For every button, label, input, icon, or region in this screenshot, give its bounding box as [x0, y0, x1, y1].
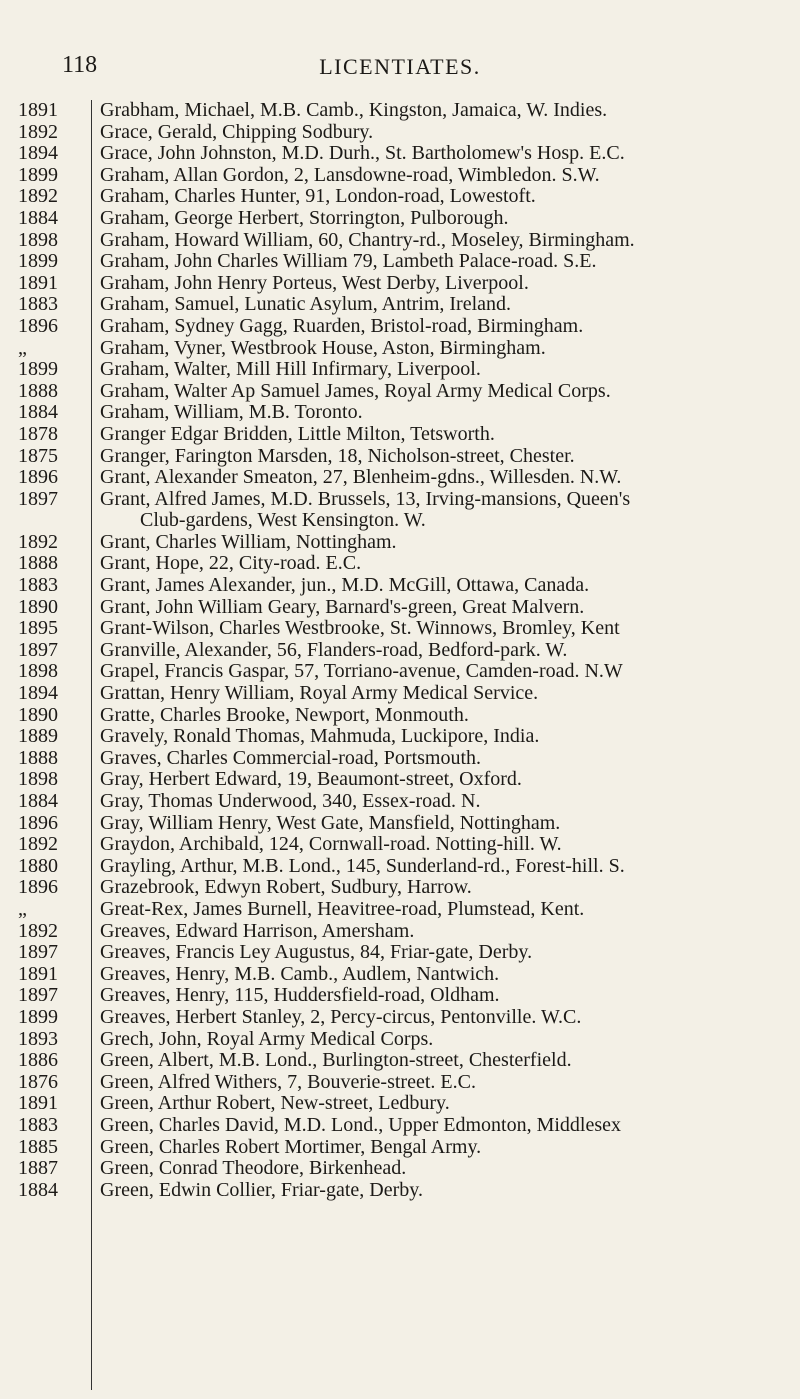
entry-text: Graham, John Henry Porteus, West Derby, Liverpool. [100, 272, 529, 294]
entry-year: 1891 [18, 962, 58, 985]
entry-text: Greaves, Francis Ley Augustus, 84, Friar-gate, Derby. [100, 942, 533, 964]
entry-year: 1894 [18, 142, 58, 165]
entry-year: 1891 [18, 1092, 58, 1115]
entry-year: 1899 [18, 250, 58, 273]
entry-text: Gray, Herbert Edward, 19, Beaumont-street, Oxford. [100, 769, 522, 791]
entry-text: Gratte, Charles Brooke, Newport, Monmouth. [100, 704, 469, 726]
entry-year: 1888 [18, 379, 58, 402]
entry-year: 1897 [18, 487, 58, 510]
entry-year: 1884 [18, 1178, 58, 1201]
entry-year: 1890 [18, 595, 58, 618]
entry-year: 1896 [18, 314, 58, 337]
entry-year: 1892 [18, 919, 58, 942]
entry-text: Grace, Gerald, Chipping Sodbury. [100, 121, 374, 143]
entry-text: Grant, Charles William, Nottingham. [100, 531, 397, 553]
entry-year: 1884 [18, 206, 58, 229]
entry-year: 1897 [18, 638, 58, 661]
entry-year: 1875 [18, 444, 58, 467]
entry-text: Graham, Charles Hunter, 91, London-road, Lowestoft. [100, 186, 536, 208]
entry-year: 1883 [18, 574, 58, 597]
entry-text: Great-Rex, James Burnell, Heavitree-road, Plumstead, Kent. [100, 898, 585, 920]
entry-year: 1884 [18, 401, 58, 424]
entry-text: Greaves, Edward Harrison, Amersham. [100, 920, 415, 942]
entry-year: 1885 [18, 1135, 58, 1158]
entry-year: 1899 [18, 163, 58, 186]
entry-year: „ [18, 336, 27, 359]
entry-text: Grace, John Johnston, M.D. Durh., St. Bartholomew's Hosp. E.C. [100, 143, 625, 165]
entry-year: 1884 [18, 790, 58, 812]
entry-year: 1878 [18, 422, 58, 445]
entry-text: Granger Edgar Bridden, Little Milton, Tetsworth. [100, 423, 495, 445]
entry-text: Graydon, Archibald, 124, Cornwall-road. Notting-hill. W. [100, 834, 562, 856]
entry-year: 1892 [18, 530, 58, 553]
entry-text: Club-gardens, West Kensington. W. [140, 510, 426, 532]
running-head: LICENTIATES. [319, 54, 481, 79]
entry-text: Grant-Wilson, Charles Westbrooke, St. Winnows, Bromley, Kent [100, 618, 620, 640]
entry-year: 1898 [18, 228, 58, 251]
entry-year: 1888 [18, 552, 58, 575]
entry-year: 1889 [18, 725, 58, 748]
entry-year: 1895 [18, 617, 58, 640]
entry-text: Gravely, Ronald Thomas, Mahmuda, Luckipore, India. [100, 726, 540, 748]
entry-text: Grabham, Michael, M.B. Camb., Kingston, Jamaica, W. Indies. [100, 100, 608, 121]
entry-text: Grant, James Alexander, jun., M.D. McGill, Ottawa, Canada. [100, 575, 590, 597]
entry-text: Grapel, Francis Gaspar, 57, Torriano-avenue, Camden-road. N.W [100, 661, 623, 683]
entry-year: 1898 [18, 660, 58, 683]
year-column [18, 100, 88, 1201]
entry-year: 1894 [18, 682, 58, 705]
entry-text: Grazebrook, Edwyn Robert, Sudbury, Harrow. [100, 877, 472, 899]
entry-text: Grech, John, Royal Army Medical Corps. [100, 1028, 434, 1050]
entry-year: 1899 [18, 1005, 58, 1028]
entry-year: 1897 [18, 984, 58, 1007]
entry-text: Green, Charles Robert Mortimer, Bengal Army. [100, 1136, 482, 1158]
entry-year: 1893 [18, 1027, 58, 1050]
entry-year: 1880 [18, 854, 58, 877]
entry-year: 1891 [18, 271, 58, 294]
entry-year: „ [18, 897, 27, 920]
column-rule [91, 100, 92, 1390]
entry-year: 1899 [18, 358, 58, 381]
entry-year: 1892 [18, 833, 58, 856]
entry-year: 1891 [18, 99, 58, 121]
entry-text: Grant, Alexander Smeaton, 27, Blenheim-gdns., Willesden. N.W. [100, 467, 622, 489]
entry-text: Gray, Thomas Underwood, 340, Essex-road. N. [100, 791, 481, 812]
entry-text: Graham, Allan Gordon, 2, Lansdowne-road, Wimbledon. S.W. [100, 164, 600, 186]
entry-text: Greaves, Henry, 115, Huddersfield-road, Oldham. [100, 985, 500, 1007]
entry-text: Grayling, Arthur, M.B. Lond., 145, Sunderland-rd., Forest-hill. S. [100, 855, 625, 877]
entry-text: Grant, Alfred James, M.D. Brussels, 13, Irving-mansions, Queen's [100, 488, 631, 510]
entry-text: Graham, Samuel, Lunatic Asylum, Antrim, Ireland. [100, 294, 512, 316]
entry-text: Granville, Alexander, 56, Flanders-road, Bedford-park. W. [100, 639, 568, 661]
entry-year: 1883 [18, 1113, 58, 1136]
entry-text: Greaves, Herbert Stanley, 2, Percy-circus, Pentonville. W.C. [100, 1006, 582, 1028]
entry-year: 1892 [18, 185, 58, 208]
entry-year: 1896 [18, 876, 58, 899]
entry-text: Green, Albert, M.B. Lond., Burlington-street, Chesterfield. [100, 1050, 572, 1072]
entry-year: 1896 [18, 466, 58, 489]
entry-text: Graham, Howard William, 60, Chantry-rd., Moseley, Birmingham. [100, 229, 635, 251]
entry-text: Green, Edwin Collier, Friar-gate, Derby. [100, 1179, 423, 1201]
entry-text: Graham, Walter Ap Samuel James, Royal Army Medical Corps. [100, 380, 611, 402]
entry-text: Green, Arthur Robert, New-street, Ledbury. [100, 1093, 450, 1115]
entry-text: Grattan, Henry William, Royal Army Medical Service. [100, 683, 539, 705]
entry-year [18, 510, 88, 532]
entry-text: Gray, William Henry, West Gate, Mansfield, Nottingham. [100, 812, 561, 834]
entry-text: Green, Alfred Withers, 7, Bouverie-street. E.C. [100, 1071, 476, 1093]
entry-text: Graham, Walter, Mill Hill Infirmary, Liverpool. [100, 359, 481, 381]
entry-text: Graham, John Charles William 79, Lambeth Palace-road. S.E. [100, 251, 597, 273]
entry-text: Graves, Charles Commercial-road, Portsmouth. [100, 747, 482, 769]
entry-text: Grant, John William Geary, Barnard's-green, Great Malvern. [100, 596, 585, 618]
entry-year: 1896 [18, 811, 58, 834]
entry-text: Graham, William, M.B. Toronto. [100, 402, 363, 424]
entry-text: Graham, Vyner, Westbrook House, Aston, Birmingham. [100, 337, 546, 359]
entry-year: 1886 [18, 1049, 58, 1072]
entry-text: Graham, Sydney Gagg, Ruarden, Bristol-road, Birmingham. [100, 315, 584, 337]
entry-text: Graham, George Herbert, Storrington, Pulborough. [100, 207, 509, 229]
entry-text: Greaves, Henry, M.B. Camb., Audlem, Nantwich. [100, 963, 500, 985]
entry-year: 1898 [18, 768, 58, 791]
entry-year: 1892 [18, 120, 58, 143]
entry-text: Grant, Hope, 22, City-road. E.C. [100, 553, 362, 575]
entry-year: 1883 [18, 293, 58, 316]
entry-year: 1897 [18, 941, 58, 964]
page-number: 118 [62, 52, 98, 78]
entry-year: 1890 [18, 703, 58, 726]
entry-text: Green, Conrad Theodore, Birkenhead. [100, 1158, 407, 1180]
entry-year: 1888 [18, 746, 58, 769]
entry-list [100, 100, 790, 1201]
entry-year: 1887 [18, 1157, 58, 1180]
entry-year: 1876 [18, 1070, 58, 1093]
entry-text: Green, Charles David, M.D. Lond., Upper Edmonton, Middlesex [100, 1114, 622, 1136]
entry-text: Granger, Farington Marsden, 18, Nicholson-street, Chester. [100, 445, 575, 467]
